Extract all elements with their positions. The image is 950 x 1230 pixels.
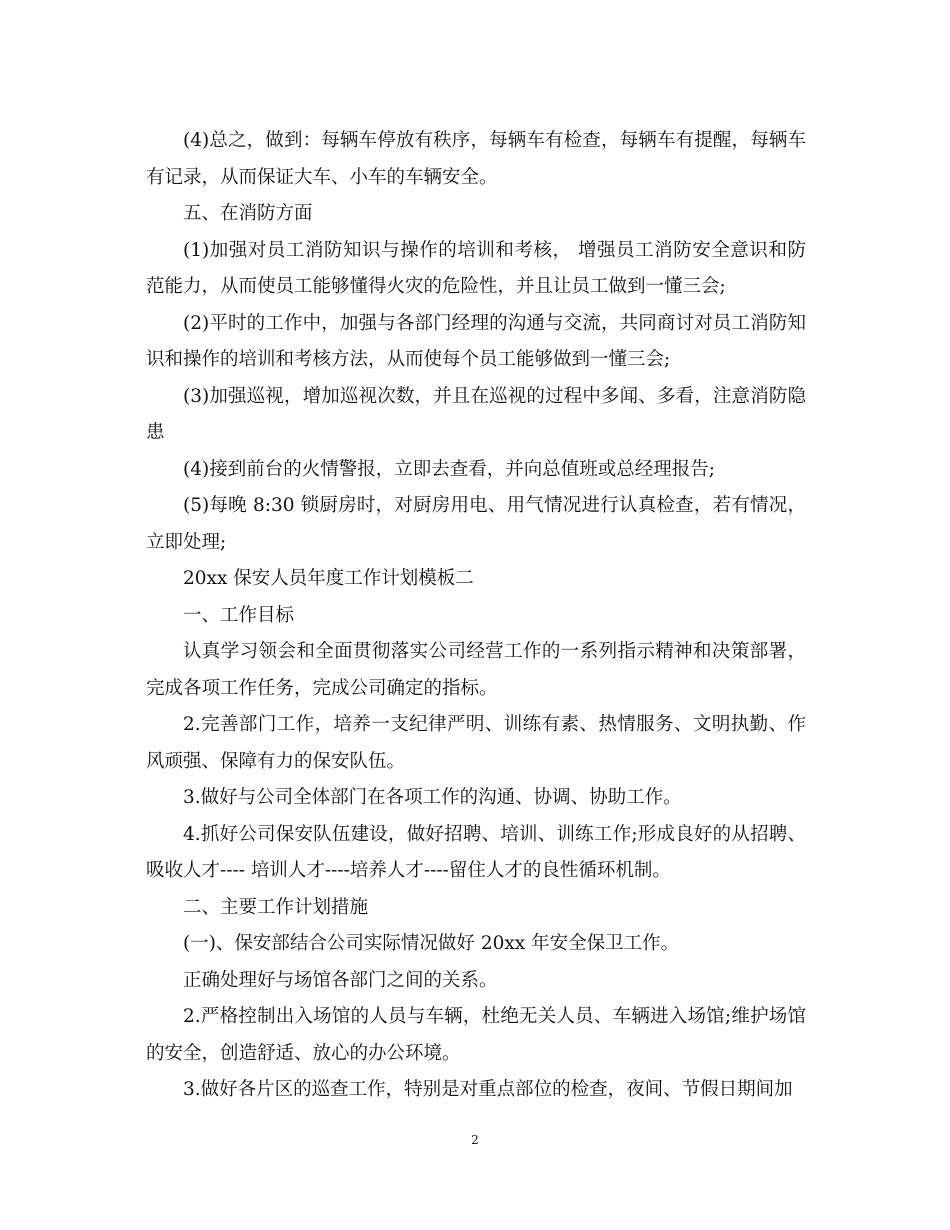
- paragraph-fire-communication: (2)平时的工作中，加强与各部门经理的沟通与交流，共同商讨对员工消防知识和操作的培训和考核方法，从而使每个员工能够做到一懂三会;: [146, 312, 806, 370]
- section-heading-fire-safety: 五、在消防方面: [183, 203, 313, 224]
- paragraph-kitchen-check: (5)每晚 8:30 锁厨房时，对厨房用电、用气情况进行认真检查，若有情况，立即处理;: [146, 495, 806, 553]
- paragraph-goal-team: 2.完善部门工作，培养一支纪律严明、训练有素、热情服务、文明执勤、作风顽强、保障有力的保安队伍。: [146, 714, 806, 772]
- paragraph-fire-training: (1)加强对员工消防知识与操作的培训和考核， 增强员工消防安全意识和防范能力，从而使员工能够懂得火灾的危险性，并且让员工做到一懂三会;: [146, 239, 806, 297]
- document-body: [146, 123, 806, 1109]
- paragraph-goal-coordination: 3.做好与公司全体部门在各项工作的沟通、协调、协助工作。: [183, 787, 682, 808]
- paragraph-fire-alarm: (4)接到前台的火情警报，立即去查看，并向总值班或总经理报告;: [183, 458, 715, 480]
- section-heading-work-goals: 一、工作目标: [183, 604, 295, 626]
- paragraph-access-control: 2.严格控制出入场馆的人员与车辆，杜绝无关人员、车辆进入场馆;维护场馆的安全，创造舒适、放心的办公环境。: [146, 1006, 806, 1064]
- paragraph-fire-patrol: (3)加强巡视，增加巡视次数，并且在巡视的过程中多闻、多看，注意消防隐患: [146, 385, 806, 443]
- paragraph-measure-one: (一)、保安部结合公司实际情况做好 20xx 年安全保卫工作。: [183, 933, 680, 954]
- page-number: 2: [471, 1133, 479, 1147]
- paragraph-vehicle-summary: (4)总之，做到：每辆车停放有秩序，每辆车有检查，每辆车有提醒，每辆车有记录，从而保证大车、小车的车辆安全。: [146, 130, 806, 188]
- section-heading-main-measures: 二、主要工作计划措施: [183, 896, 369, 918]
- paragraph-relations: 正确处理好与场馆各部门之间的关系。: [183, 969, 498, 991]
- paragraph-goal-recruitment: 4.抓好公司保安队伍建设，做好招聘、培训、训练工作;形成良好的从招聘、吸收人才---- 培训人才----培养人才----留住人才的良性循环机制。: [146, 823, 806, 881]
- paragraph-goal-study: 认真学习领会和全面贯彻落实公司经营工作的一系列指示精神和决策部署，完成各项工作任务，完成公司确定的指标。: [146, 641, 806, 699]
- template-two-title: 20xx 保安人员年度工作计划模板二: [183, 568, 474, 589]
- paragraph-patrol-areas: 3.做好各片区的巡查工作，特别是对重点部位的检查，夜间、节假日期间加: [183, 1079, 793, 1100]
